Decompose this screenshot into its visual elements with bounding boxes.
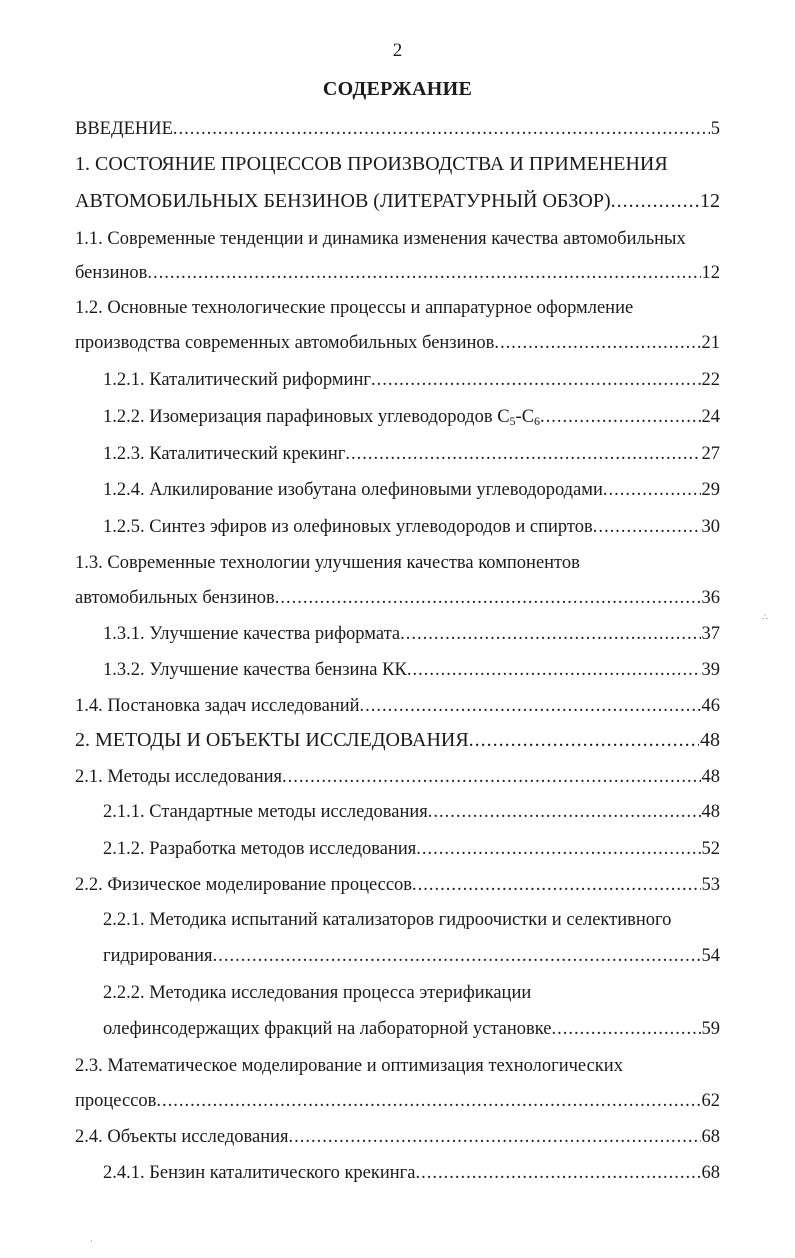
toc-entry-2-2-2-line1: 2.2.2. Методика исследования процесса этерификации [103, 983, 532, 1003]
toc-entry-chapter-1 [75, 188, 720, 214]
toc-entry-text: производства современных автомобильных бензинов [75, 333, 495, 353]
toc-entry-text: 1.3.2. Улучшение качества бензина КК [103, 660, 407, 680]
toc-entry-text: 2.4. Объекты исследования [75, 1127, 289, 1147]
toc-entry-1-2 [75, 330, 720, 356]
toc-entry-text: гидрирования [103, 946, 213, 966]
toc-entry-1-3-2 [103, 657, 720, 683]
scan-speck: · [90, 1236, 93, 1246]
dot-leader [400, 621, 700, 647]
toc-page-number: 48 [701, 767, 720, 787]
toc-entry-text: АВТОМОБИЛЬНЫХ БЕНЗИНОВ (ЛИТЕРАТУРНЫЙ ОБЗОР) [75, 190, 611, 212]
toc-entry-2-2 [75, 872, 720, 898]
toc-entry-text: 1.2.5. Синтез эфиров из олефиновых углеводородов и спиртов [103, 517, 593, 537]
toc-entry-text: бензинов [75, 263, 148, 283]
toc-page-number: 36 [701, 588, 720, 608]
toc-entry-2-1-2 [103, 836, 720, 862]
toc-entry-text: 2.1.2. Разработка методов исследования [103, 839, 417, 859]
toc-entry-introduction [75, 116, 720, 142]
toc-page-number: 62 [701, 1091, 720, 1111]
scan-speck: ∴ [762, 612, 768, 622]
dot-leader [173, 116, 710, 142]
toc-entry-1-2-2 [103, 404, 720, 430]
toc-entry-text: ВВЕДЕНИЕ [75, 119, 173, 139]
toc-entry-text: 1.3.1. Улучшение качества риформата [103, 624, 401, 644]
toc-entry-text: 2.1. Методы исследования [75, 767, 283, 787]
toc-page-number: 12 [700, 190, 720, 212]
dot-leader [360, 693, 701, 719]
toc-entry-1-2-line1: 1.2. Основные технологические процессы и аппаратурное оформление [75, 298, 634, 318]
toc-page-number: 53 [701, 875, 720, 895]
toc-entry-text: 1.2.4. Алкилирование изобутана олефиновыми углеводородами [103, 480, 603, 500]
toc-entry-text: олефинсодержащих фракций на лабораторной установке [103, 1019, 552, 1039]
dot-leader [156, 1088, 700, 1114]
toc-page-number: 21 [701, 333, 720, 353]
toc-entry-1-2-3 [103, 441, 720, 467]
toc-page-number: 22 [701, 370, 720, 390]
toc-page-number: 30 [701, 517, 720, 537]
dot-leader [428, 799, 701, 825]
toc-entry-1-1-line1: 1.1. Современные тенденции и динамика изменения качества автомобильных [75, 229, 686, 249]
toc-entry-text: 1.4. Постановка задач исследований [75, 696, 360, 716]
toc-entry-2-2-1 [103, 943, 720, 969]
toc-entry-1-4 [75, 693, 720, 719]
dot-leader [494, 330, 700, 356]
toc-entry-text: 1.2.1. Каталитический риформинг [103, 370, 371, 390]
dot-leader [611, 188, 699, 214]
dot-leader [345, 441, 700, 467]
toc-entry-text: 2.4.1. Бензин каталитического крекинга [103, 1163, 416, 1183]
toc-page-number: 52 [701, 839, 720, 859]
dot-leader [416, 836, 700, 862]
toc-page-number: 54 [701, 946, 720, 966]
toc-entry-text: 1.2.3. Каталитический крекинг [103, 444, 346, 464]
toc-entry-text: 1.2.2. Изомеризация парафиновых углеводородов $С_5-С_6$ [103, 407, 541, 428]
toc-page-number: 48 [701, 802, 720, 822]
toc-entry-2-1-1 [103, 799, 720, 825]
dot-leader [213, 943, 701, 969]
toc-page-number: 12 [701, 263, 720, 283]
toc-page-number: 59 [701, 1019, 720, 1039]
toc-entry-2-4-1 [103, 1160, 720, 1186]
dot-leader [371, 367, 701, 393]
dot-leader [412, 872, 700, 898]
dot-leader [540, 404, 700, 430]
toc-entry-2-3 [75, 1088, 720, 1114]
toc-entry-chapter-2 [75, 727, 720, 753]
dot-leader [469, 727, 699, 753]
dot-leader [289, 1124, 701, 1150]
dot-leader [275, 585, 701, 611]
toc-entry-2-2-1-line1: 2.2.1. Методика испытаний катализаторов гидроочистки и селективного [103, 910, 672, 930]
toc-entry-chapter-1-line1: 1. СОСТОЯНИЕ ПРОЦЕССОВ ПРОИЗВОДСТВА И ПРИМЕНЕНИЯ [75, 153, 668, 175]
page-number: 2 [392, 40, 403, 61]
toc-page-number: 37 [701, 624, 720, 644]
toc-entry-2-4 [75, 1124, 720, 1150]
dot-leader [416, 1160, 701, 1186]
toc-entry-2-2-2 [103, 1016, 720, 1042]
dot-leader [147, 260, 700, 286]
toc-page-number: 46 [701, 696, 720, 716]
toc-entry-text: автомобильных бензинов [75, 588, 275, 608]
toc-entry-text: 2. МЕТОДЫ И ОБЪЕКТЫ ИССЛЕДОВАНИЯ [75, 729, 469, 751]
toc-entry-1-1 [75, 260, 720, 286]
toc-entry-text: 2.1.1. Стандартные методы исследования [103, 802, 428, 822]
dot-leader [552, 1016, 701, 1042]
toc-page-number: 68 [701, 1163, 720, 1183]
toc-entry-1-2-1 [103, 367, 720, 393]
dot-leader [407, 657, 701, 683]
toc-entry-2-3-line1: 2.3. Математическое моделирование и оптимизация технологических [75, 1056, 623, 1076]
toc-page-number: 29 [701, 480, 720, 500]
toc-entry-1-3-line1: 1.3. Современные технологии улучшения качества компонентов [75, 553, 580, 573]
toc-page-number: 27 [701, 444, 720, 464]
toc-page-number: 39 [701, 660, 720, 680]
toc-page-number: 68 [701, 1127, 720, 1147]
toc-entry-1-3-1 [103, 621, 720, 647]
dot-leader [282, 764, 700, 790]
toc-entry-1-2-4 [103, 477, 720, 503]
toc-entry-1-2-5 [103, 514, 720, 540]
toc-entry-text: 2.2. Физическое моделирование процессов [75, 875, 413, 895]
page-title: СОДЕРЖАНИЕ [322, 78, 473, 100]
dot-leader [603, 477, 701, 503]
toc-entry-2-1 [75, 764, 720, 790]
toc-page-number: 24 [701, 407, 720, 427]
dot-leader [593, 514, 701, 540]
toc-entry-1-3 [75, 585, 720, 611]
toc-page-number: 5 [710, 119, 720, 139]
toc-page-number: 48 [700, 729, 720, 751]
toc-entry-text: процессов [75, 1091, 157, 1111]
